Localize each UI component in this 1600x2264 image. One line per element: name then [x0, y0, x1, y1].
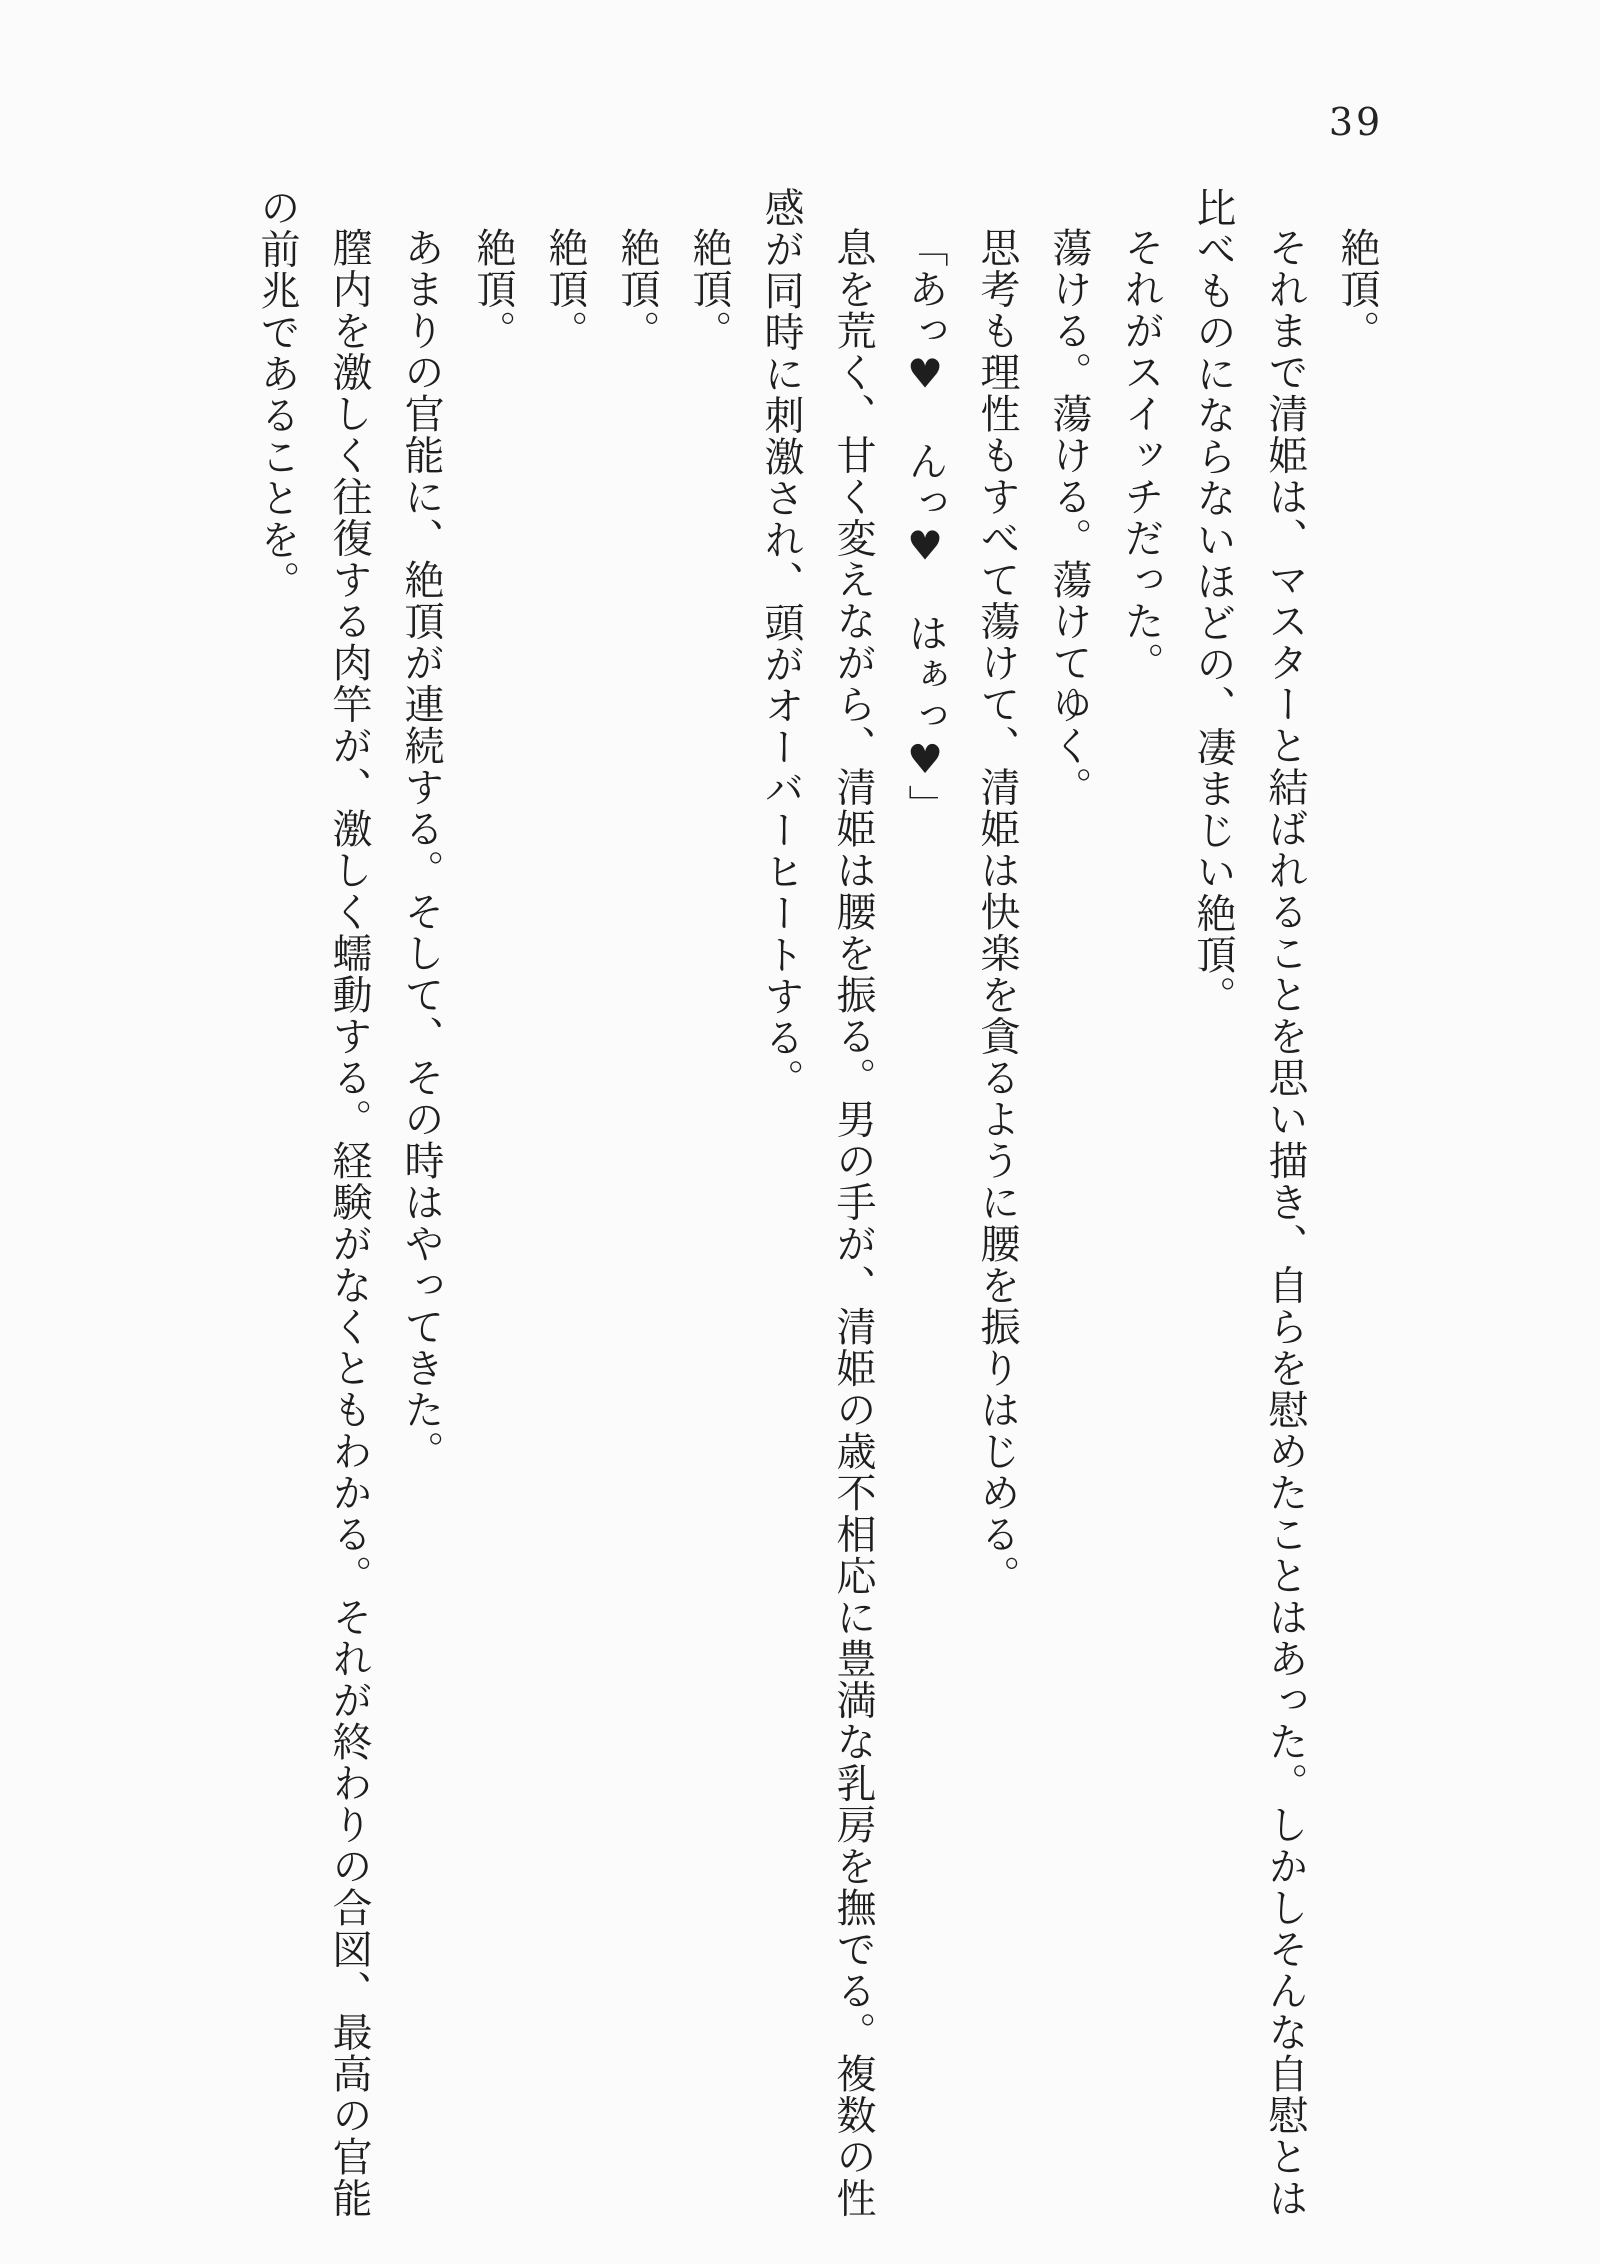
- text-line: 絶頂。: [686, 227, 732, 352]
- text-line: 膣内を激しく往復する肉竿が、激しく蠕動する。経験がなくともわかる。それが終わりの合図、最高の官能: [326, 227, 372, 2219]
- text-line: 息を荒く、甘く変えながら、清姫は腰を振る。男の手が、清姫の歳不相応に豊満な乳房を撫でる。複数の性: [830, 227, 876, 2219]
- text-line: 感が同時に刺激され、頭がオーバーヒートする。: [758, 187, 804, 1100]
- text-line: 絶頂。: [470, 227, 516, 352]
- text-line: それまで清姫は、マスターと結ばれることを思い描き、自らを慰めたことはあった。しかしそんな自慰とは: [1262, 227, 1308, 2219]
- text-line: 絶頂。: [1334, 227, 1380, 352]
- text-line: 蕩ける。蕩ける。蕩けてゆく。: [1046, 227, 1092, 808]
- text-line: 比べものにならないほどの、凄まじい絶頂。: [1190, 187, 1236, 1017]
- text-line: それがスイッチだった。: [1118, 227, 1164, 684]
- text-line: 絶頂。: [614, 227, 660, 352]
- text-line: 思考も理性もすべて蕩けて、清姫は快楽を貪るように腰を振りはじめる。: [974, 227, 1020, 1597]
- text-line: 絶頂。: [542, 227, 588, 352]
- page-number: 39: [1328, 100, 1384, 144]
- dialogue-line: 「あっ♥ んっ♥ はぁっ♥」: [902, 227, 948, 826]
- text-line: の前兆であることを。: [254, 187, 300, 602]
- text-line: あまりの官能に、絶頂が連続する。そして、その時はやってきた。: [398, 227, 444, 1472]
- body-text: [241, 187, 1393, 2219]
